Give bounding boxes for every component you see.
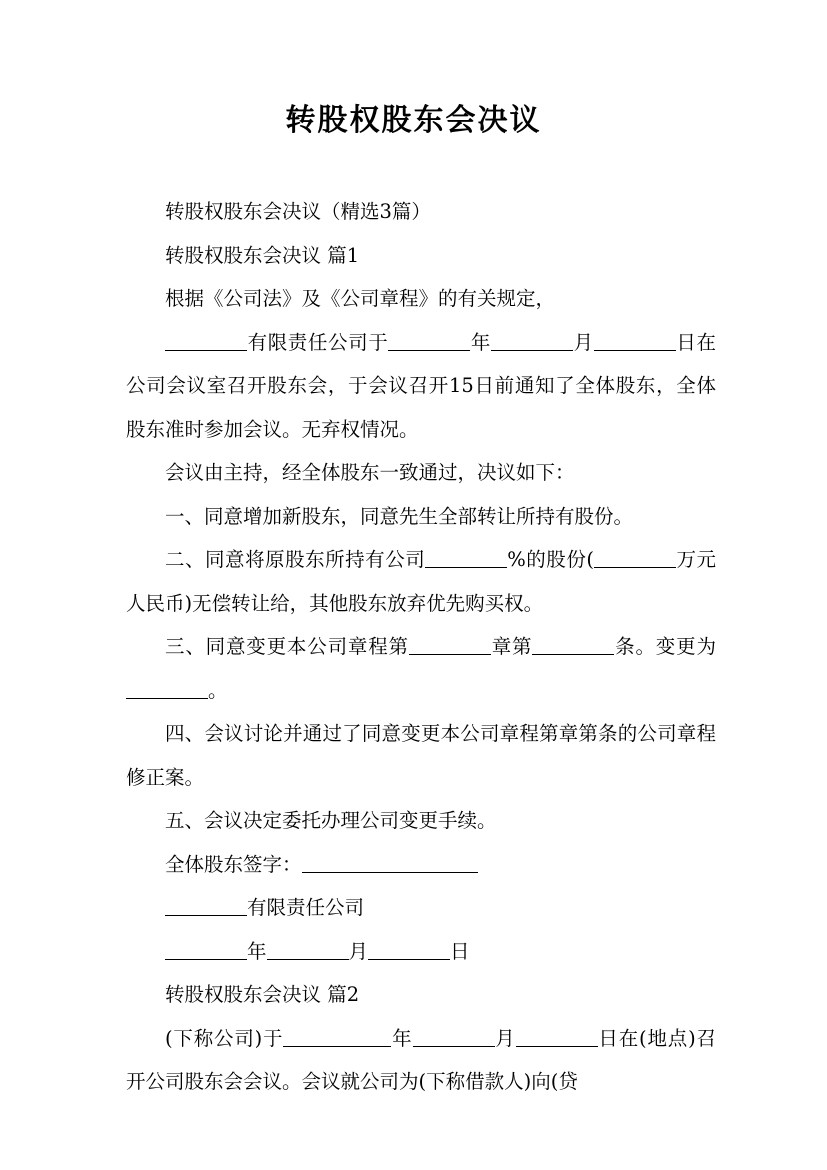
blank-month-2 [413, 1026, 495, 1047]
meeting-2-text-b: 年 [391, 1026, 413, 1050]
meeting-text-d: 日在公司会议室召开股东会，于会议召开15日前通知了全体股东，全体股东准时参加会议。无弃权情况。 [126, 330, 716, 441]
blank-chapter [409, 635, 491, 656]
chair-text: 会议由主持，经全体股东一致通过，决议如下： [165, 461, 575, 484]
blank-day-2 [516, 1026, 598, 1047]
paragraph-signature [126, 843, 716, 887]
meeting-text-c: 月 [573, 330, 594, 354]
blank-year [388, 330, 470, 351]
blank-amount [594, 548, 676, 569]
basis-text: 根据《公司法》及《公司章程》的有关规定， [165, 287, 556, 310]
blank-company-name [165, 896, 247, 917]
document-title: 转股权股东会决议 [285, 103, 542, 138]
intro-text: 转股权股东会决议（精选3篇） [165, 200, 431, 223]
meeting-text-b: 年 [470, 330, 492, 354]
signature-label: 全体股东签字： [165, 852, 302, 876]
company-label: 有限责任公司 [247, 896, 365, 919]
paragraph-basis [126, 277, 716, 321]
paragraph-meeting-2 [126, 1017, 716, 1104]
blank-month [491, 330, 573, 351]
meeting-2-text-c: 月 [494, 1026, 516, 1050]
date-day-label: 日 [450, 939, 470, 963]
blank-change [126, 678, 208, 699]
blank-company [165, 330, 247, 351]
heading-2-text: 转股权股东会决议 篇2 [165, 983, 360, 1006]
item-1-text: 一、同意增加新股东，同意先生全部转让所持有股份。 [165, 504, 634, 528]
blank-day [594, 330, 676, 351]
paragraph-chair [126, 451, 716, 495]
blank-date-month [267, 939, 349, 960]
item-3-text-c: 条。变更为 [614, 635, 716, 658]
item-3-text-b: 章第 [490, 635, 533, 658]
blank-year-2 [283, 1026, 391, 1047]
blank-article [532, 635, 614, 656]
paragraph-item-2 [126, 538, 716, 625]
meeting-2-text-d: 日在(地点)召开公司股东会会议。会议就公司为(下称借款人)向(贷 [126, 1026, 716, 1093]
item-2-text-b: %的股份( [507, 548, 594, 571]
date-month-label: 月 [348, 939, 369, 963]
blank-signature [302, 852, 478, 873]
blank-date-year [165, 939, 247, 960]
document-body [126, 190, 716, 1104]
meeting-2-text-a: (下称公司)于 [165, 1026, 284, 1050]
paragraph-company [126, 886, 716, 930]
item-2-text-c: 万元人民币)无偿转让给，其他股东放弃优先购买权。 [126, 548, 716, 615]
item-5-text: 五、会议决定委托办理公司变更手续。 [165, 809, 497, 832]
paragraph-intro [126, 190, 716, 234]
paragraph-item-5 [126, 799, 716, 843]
paragraph-item-1 [126, 495, 716, 539]
meeting-text-a: 有限责任公司于 [247, 330, 389, 354]
item-2-text-a: 二、同意将原股东所持有公司 [165, 548, 426, 571]
paragraph-item-4 [126, 712, 716, 799]
blank-percent [425, 548, 507, 569]
heading-1-text: 转股权股东会决议 篇1 [165, 243, 360, 267]
paragraph-item-3 [126, 625, 716, 712]
item-3-text-d: 。 [208, 678, 228, 702]
paragraph-heading-2 [126, 973, 716, 1017]
paragraph-heading-1 [126, 234, 716, 278]
paragraph-meeting [126, 321, 716, 452]
blank-date-day [368, 939, 450, 960]
item-3-text-a: 三、同意变更本公司章程第 [165, 635, 409, 658]
item-4-text: 四、会议讨论并通过了同意变更本公司章程第章第条的公司章程修正案。 [126, 722, 716, 789]
paragraph-date [126, 930, 716, 974]
date-year-label: 年 [247, 939, 267, 963]
